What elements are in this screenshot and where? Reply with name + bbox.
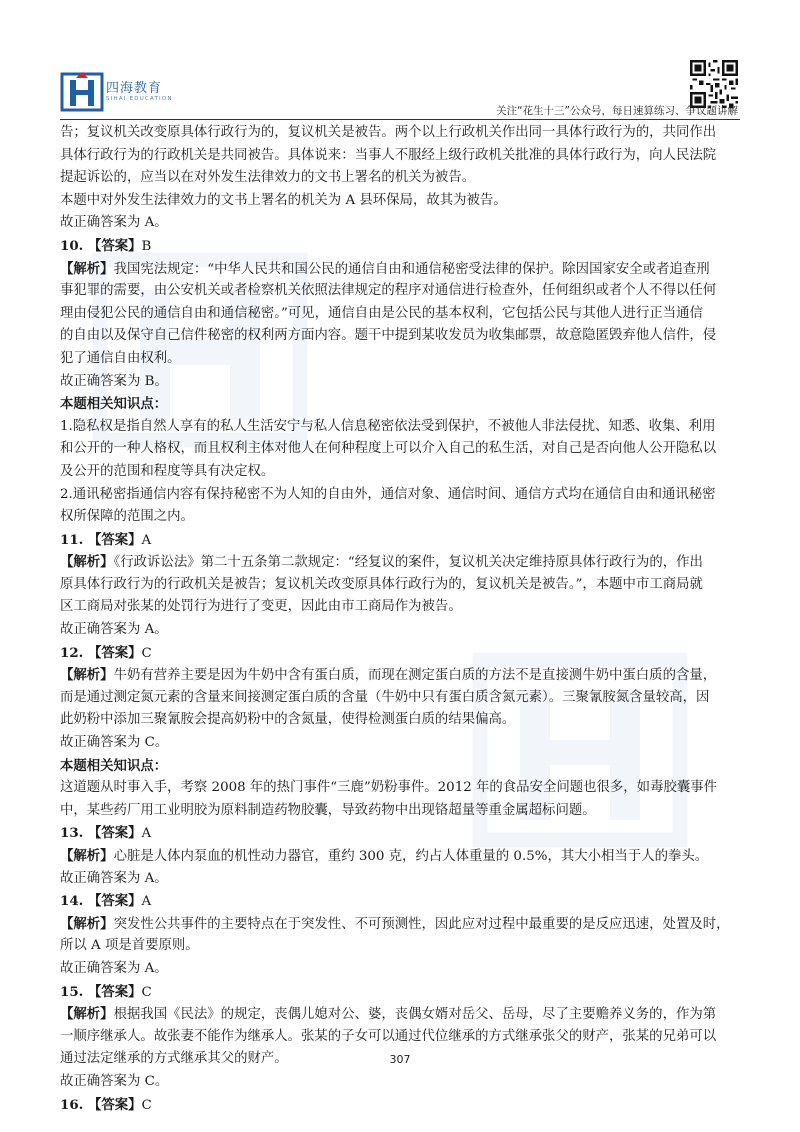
section-label: 【解析】 xyxy=(60,848,114,864)
text-line xyxy=(60,280,744,303)
line-text: 告；复议机关改变原具体行政行为的，复议机关是被告。两个以上行政机关作出同一具体行政行为的，共同作出 xyxy=(60,125,717,140)
section-label: 【解析】 xyxy=(60,260,114,277)
line-text: C xyxy=(141,984,152,1000)
line-text: 一顺序继承人。故张妻不能作为继承人。张某的子女可以通过代位继承的方式继承张父的财产，张某的兄弟可以 xyxy=(60,1028,717,1044)
text-line xyxy=(60,958,744,981)
text-line xyxy=(60,755,744,778)
line-text: 提起诉讼的，应当以在对外发生法律效力的文书上署名的机关为被告。 xyxy=(60,170,476,186)
text-line xyxy=(60,167,744,190)
section-label: 16. 【答案】 xyxy=(60,1096,142,1113)
line-text: 故正确答案为 B。 xyxy=(60,373,168,389)
text-line xyxy=(60,868,744,891)
text-line xyxy=(60,1094,744,1117)
text-line xyxy=(60,1026,744,1049)
section-label: 14. 【答案】 xyxy=(60,893,142,910)
line-text: 故正确答案为 A。 xyxy=(60,960,168,976)
line-text: 及公开的范围和程度等具有决定权。 xyxy=(60,463,275,479)
line-text: 犯了通信自由权利。 xyxy=(60,350,181,366)
text-line xyxy=(60,212,744,235)
line-text: 具体行政行为的行政机关是共同被告。具体说来：当事人不服经上级行政机关批准的具体行政行为，向人民法院 xyxy=(60,147,717,163)
line-text: 此奶粉中添加三聚氰胺会提高奶粉中的含氮量，使得检测蛋白质的结果偏高。 xyxy=(60,712,516,728)
section-label: 【解析】 xyxy=(60,915,114,932)
text-line xyxy=(60,122,744,145)
line-text: 《行政诉讼法》第二十五条第二款规定：“经复议的案件，复议机关决定维持原具体行政行为的，作出 xyxy=(113,555,703,571)
text-line xyxy=(60,913,744,936)
line-text: 的自由以及保守自己信件秘密的权利两方面内容。题干中提到某收发员为收集邮票，故意隐匿毁弃他人信件，侵 xyxy=(60,328,717,344)
line-text: 根据我国《民法》的规定，丧偶儿媳对公、婆，丧偶女婿对岳父、岳母，尽了主要赡养义务的，作为第 xyxy=(113,1007,717,1023)
line-text: 故正确答案为 A。 xyxy=(60,870,168,886)
line-text: 故正确答案为 A。 xyxy=(60,622,168,638)
section-label: 【解析】 xyxy=(60,1006,114,1023)
text-line xyxy=(60,687,744,710)
text-line xyxy=(60,619,744,642)
line-text: 中，某些药厂用工业明胶为原料制造药物胶囊，导致药物中出现铬超量等重金属超标问题。 xyxy=(60,802,596,818)
line-text: 突发性公共事件的主要特点在于突发性、不可预测性，因此应对过程中最重要的是反应迅速，处置及时， xyxy=(113,916,730,932)
text-line xyxy=(60,732,744,755)
text-line xyxy=(60,484,744,507)
text-line xyxy=(60,529,744,552)
logo-mark-icon xyxy=(60,72,104,112)
line-text: A xyxy=(141,532,152,548)
text-line xyxy=(60,145,744,168)
text-line xyxy=(60,1071,744,1094)
text-line xyxy=(60,642,744,665)
section-label: 10. 【答案】 xyxy=(60,237,142,254)
line-text: 事犯罪的需要，由公安机关或者检察机关依照法律规定的程序对通信进行检查外，任何组织或者个人不得以任何 xyxy=(60,283,717,299)
logo-subtitle: SIHAI EDUCATION xyxy=(106,96,173,102)
text-line xyxy=(60,461,744,484)
line-text: A xyxy=(141,894,152,910)
text-line xyxy=(60,664,744,687)
text-line xyxy=(60,438,744,461)
text-line xyxy=(60,371,744,394)
section-label: 15. 【答案】 xyxy=(60,983,142,1000)
text-line xyxy=(60,935,744,958)
text-line xyxy=(60,416,744,439)
text-line xyxy=(60,506,744,529)
page-header xyxy=(0,0,800,120)
line-text: 2.通讯秘密指通信内容有保持秘密不为人知的自由外，通信对象、通信时间、通信方式均在通信自由和通讯秘密 xyxy=(60,486,716,502)
line-text: 我国宪法规定：“中华人民共和国公民的通信自由和通信秘密受法律的保护。除因国家安全或者追查刑 xyxy=(113,261,710,277)
text-line xyxy=(60,190,744,213)
line-text: 通过法定继承的方式继承其父的财产。 xyxy=(60,1051,288,1067)
line-text: 和公开的一种人格权，而且权利主体对他人在何种程度上可以介入自己的私生活，对自己是否向他人公开隐私以 xyxy=(60,441,717,457)
line-text: 而是通过测定氮元素的含量来间接测定蛋白质的含量（牛奶中只有蛋白质含氮元素）。三聚氰胺氮含量较高，因 xyxy=(60,689,710,705)
text-line xyxy=(60,303,744,326)
header-divider xyxy=(60,119,740,120)
section-label: 13. 【答案】 xyxy=(60,825,142,842)
text-line xyxy=(60,981,744,1004)
line-text: B xyxy=(141,238,152,254)
text-line xyxy=(60,845,744,868)
text-line xyxy=(60,1003,744,1026)
qr-code-icon xyxy=(690,60,738,108)
line-text: 权所保障的范围之内。 xyxy=(60,509,194,525)
section-label: 本题相关知识点： xyxy=(60,396,168,413)
line-text: 原具体行政行为的行政机关是被告；复议机关改变原具体行政行为的，复议机关是被告。”，本题中市工商局就 xyxy=(60,576,703,592)
line-text: 牛奶有营养主要是因为牛奶中含有蛋白质，而现在测定蛋白质的方法不是直接测牛奶中蛋白质的含量， xyxy=(113,668,717,684)
line-text: A xyxy=(141,826,152,842)
page-number: 307 xyxy=(389,1053,411,1066)
text-line xyxy=(60,325,744,348)
section-label: 【解析】 xyxy=(60,667,114,684)
line-text: 本题中对外发生法律效力的文书上署名的机关为 A 县环保局，故其为被告。 xyxy=(60,192,507,208)
text-line xyxy=(60,777,744,800)
line-text: 理由侵犯公民的通信自由和通信秘密。”可见，通信自由是公民的基本权利，它包括公民与其他人进行正当通信 xyxy=(60,305,703,321)
text-line xyxy=(60,709,744,732)
line-text: 区工商局对张某的处罚行为进行了变更，因此由市工商局作为被告。 xyxy=(60,599,462,615)
section-label: 【解析】 xyxy=(60,554,114,571)
line-text: C xyxy=(141,1097,152,1113)
logo-name: 四海教育 xyxy=(106,81,163,96)
text-line xyxy=(60,822,744,845)
line-text: C xyxy=(141,645,152,661)
text-line xyxy=(60,800,744,823)
section-label: 本题相关知识点： xyxy=(60,757,168,774)
line-text: 故正确答案为 A。 xyxy=(60,215,168,231)
logo xyxy=(60,72,200,112)
text-line xyxy=(60,348,744,371)
text-line xyxy=(60,235,744,258)
section-label: 11. 【答案】 xyxy=(60,531,142,548)
line-text: 心脏是人体内泵血的机性动力器官，重约 300 克，约占人体重量的 0.5%，其大小相当于人的拳头。 xyxy=(113,849,709,864)
document-body xyxy=(60,122,744,1116)
text-line xyxy=(60,574,744,597)
line-text: 故正确答案为 C。 xyxy=(60,1073,169,1089)
header-note: 关注“花生十三”公众号，每日速算练习、争议题讲解 xyxy=(496,105,738,117)
line-text: 这道题从时事入手，考察 2008 年的热门事件“三鹿”奶粉事件。2012 年的食品安全问题也很多，如毒胶囊事件 xyxy=(60,780,718,796)
line-text: 故正确答案为 C。 xyxy=(60,735,169,751)
text-line xyxy=(60,551,744,574)
line-text: 1.隐私权是指自然人享有的私人生活安宁与私人信息秘密依法受到保护，不被他人非法侵扰、知悉、收集、利用 xyxy=(60,418,716,434)
text-line xyxy=(60,596,744,619)
text-line xyxy=(60,393,744,416)
section-label: 12. 【答案】 xyxy=(60,644,142,661)
line-text: 所以 A 项是首要原则。 xyxy=(60,938,199,954)
text-line xyxy=(60,890,744,913)
text-line xyxy=(60,258,744,281)
